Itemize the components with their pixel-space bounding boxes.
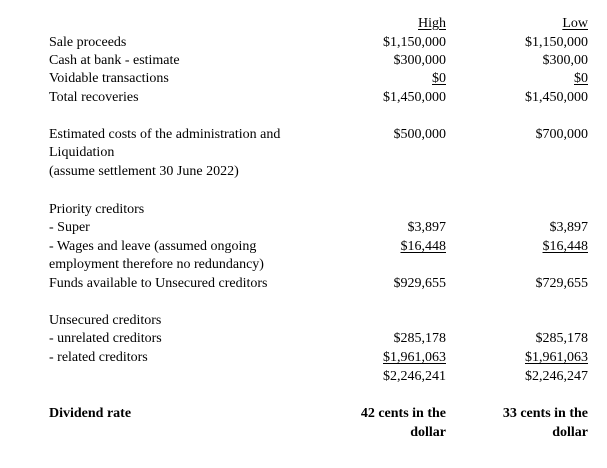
estimated-costs-label-line-2: Liquidation xyxy=(49,145,115,160)
super-label: - Super xyxy=(49,220,90,235)
estimated-costs-high: $500,000 xyxy=(393,127,446,142)
dividend-low-line-2: dollar xyxy=(552,425,588,440)
unrelated-creditors-low: $285,178 xyxy=(535,331,588,346)
sale-proceeds-high: $1,150,000 xyxy=(383,35,446,50)
related-creditors-label: - related creditors xyxy=(49,350,148,365)
total-recoveries-label: Total recoveries xyxy=(49,90,139,105)
wages-label-line-2: employment therefore no redundancy) xyxy=(49,257,264,272)
cash-at-bank-low: $300,00 xyxy=(542,53,588,68)
cash-at-bank-high: $300,000 xyxy=(393,53,446,68)
funds-available-label: Funds available to Unsecured creditors xyxy=(49,276,268,291)
funds-available-high: $929,655 xyxy=(393,276,446,291)
estimated-costs-low: $700,000 xyxy=(535,127,588,142)
high-column-header: High xyxy=(418,16,446,31)
voidable-transactions-high: $0 xyxy=(432,71,446,86)
unsecured-creditors-heading: Unsecured creditors xyxy=(49,313,162,328)
super-high: $3,897 xyxy=(407,220,446,235)
wages-high: $16,448 xyxy=(400,239,446,254)
wages-label-line-1: - Wages and leave (assumed ongoing xyxy=(49,239,257,254)
unrelated-creditors-high: $285,178 xyxy=(393,331,446,346)
unrelated-creditors-label: - unrelated creditors xyxy=(49,331,162,346)
dividend-low-line-1: 33 cents in the xyxy=(502,406,588,421)
estimated-costs-label-line-3: (assume settlement 30 June 2022) xyxy=(49,164,239,179)
wages-low: $16,448 xyxy=(542,239,588,254)
funds-available-low: $729,655 xyxy=(535,276,588,291)
estimated-costs-label-line-1: Estimated costs of the administration and xyxy=(49,127,281,142)
dividend-high-line-2: dollar xyxy=(410,425,446,440)
total-recoveries-low: $1,450,000 xyxy=(525,90,588,105)
total-recoveries-high: $1,450,000 xyxy=(383,90,446,105)
low-column-header: Low xyxy=(562,16,588,31)
priority-creditors-heading: Priority creditors xyxy=(49,202,145,217)
sale-proceeds-low: $1,150,000 xyxy=(525,35,588,50)
dividend-high-line-1: 42 cents in the xyxy=(360,406,446,421)
voidable-transactions-label: Voidable transactions xyxy=(49,71,169,86)
voidable-transactions-low: $0 xyxy=(574,71,588,86)
unsecured-total-low: $2,246,247 xyxy=(525,369,588,384)
dividend-rate-label: Dividend rate xyxy=(49,406,132,421)
related-creditors-low: $1,961,063 xyxy=(525,350,588,365)
sale-proceeds-label: Sale proceeds xyxy=(49,35,127,50)
super-low: $3,897 xyxy=(549,220,588,235)
unsecured-total-high: $2,246,241 xyxy=(383,369,446,384)
related-creditors-high: $1,961,063 xyxy=(383,350,446,365)
cash-at-bank-label: Cash at bank - estimate xyxy=(49,53,180,68)
